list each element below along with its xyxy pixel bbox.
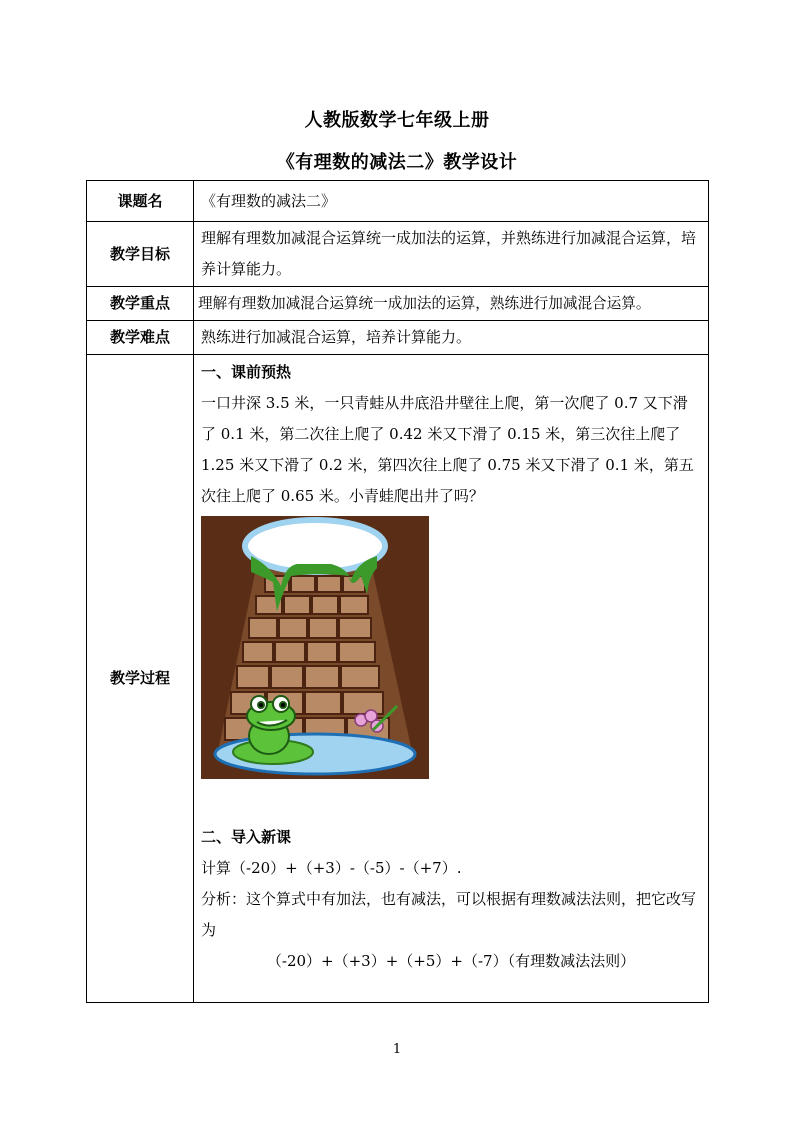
- section-heading: 二、导入新课: [201, 828, 292, 846]
- row-content: 熟练进行加减混合运算，培养计算能力。: [194, 321, 709, 355]
- section-heading: 一、课前预热: [201, 363, 292, 381]
- row-content: 《有理数的减法二》: [194, 181, 709, 222]
- lesson-plan-table: [86, 180, 709, 1003]
- row-label: 教学目标: [87, 222, 194, 287]
- row-content: 理解有理数加减混合运算统一成加法的运算，熟练进行加减混合运算。: [194, 287, 709, 321]
- table-row: [87, 287, 709, 321]
- page-number: 1: [392, 1042, 402, 1057]
- document-subtitle: 《有理数的减法二》教学设计: [276, 152, 518, 173]
- calc-expression: 计算（-20）+（+3）-（-5）-（+7）.: [201, 859, 462, 877]
- table-row: [87, 222, 709, 287]
- table-row: [87, 321, 709, 355]
- table-row: [87, 355, 709, 1003]
- row-label: 教学难点: [87, 321, 194, 355]
- row-content: 理解有理数加减混合运算统一成加法的运算，并熟练进行加减混合运算，培养计算能力。: [194, 222, 709, 287]
- rewritten-formula: （-20）+（+3）+（+5）+（-7）（有理数减法法则）: [266, 952, 636, 970]
- row-label: 教学过程: [87, 355, 194, 1003]
- document-title: 人教版数学七年级上册: [304, 110, 490, 131]
- problem-text: 一口井深 3.5 米，一只青蛙从井底沿井壁往上爬，第一次爬了 0.7 又下滑了 0.1 米，第二次往上爬了 0.42 米又下滑了 0.15 米，第三次往上爬了 1.25 米又下滑了 0.2 米，第四次往上爬了 0.75 米又下滑了 0.1 米，第五次往上爬了 0.65 米。小青蛙爬出井了吗？: [201, 394, 694, 505]
- row-label: 课题名: [87, 181, 194, 222]
- analysis-text: 分析：这个算式中有加法，也有减法，可以根据有理数减法法则，把它改写为: [201, 890, 697, 939]
- row-label: 教学重点: [87, 287, 194, 321]
- table-row: [87, 181, 709, 222]
- frog-well-illustration: [201, 516, 429, 779]
- process-content: [194, 355, 709, 1003]
